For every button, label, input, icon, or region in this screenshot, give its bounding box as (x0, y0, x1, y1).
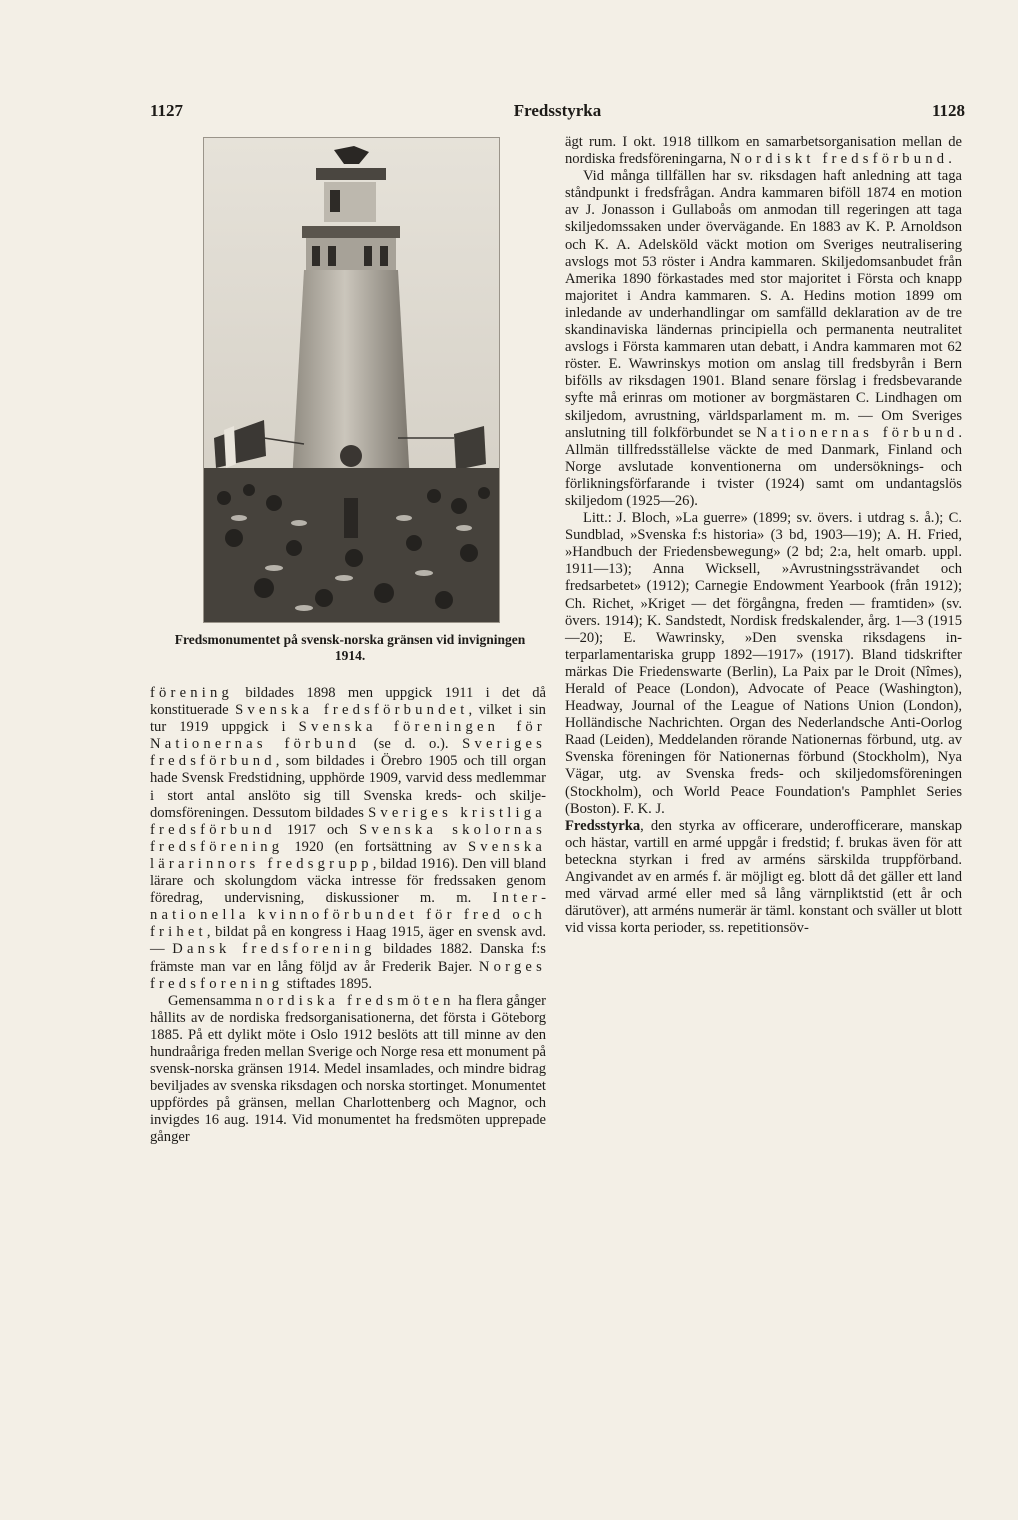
text-run: ha flera gånger hållits av de nordiska fredsorganisationerna, det första i Göteborg 1885. På ett dylikt möte i Oslo 1912 beslöts att till minne av den hundraåriga freden mellan Sverige och Norge resa ett monument på svensk-norska gränsen 1914. Medel insamlades, och mindre bidrag beviljades av svenska riksdagen och norska stortinget. Monumentet uppfördes på gränsen, mellan Charlottenberg och Magnor, och invigdes 16 aug. 1914. Vid monumentet ha fredsmöten upprepade gånger (150, 992, 547, 1146)
monument-photo (203, 137, 500, 623)
left-column (150, 685, 546, 1147)
text-run: (se d. o.). (360, 736, 463, 753)
text-run: , som bildades i Örebro 1905 och till organ hade Svensk Fredstidning, upphörde 1909, varvid dess medlemmar i stort antal anslöto sig till Svenska kreds- och skiljedomsföreningen. Dessutom bildades (150, 753, 546, 821)
spaced-term: Norges fredsforening (150, 958, 546, 992)
text-run: 1917 och (275, 821, 360, 838)
text-run: bildades 1882. Danska f:s främste man var en lång följd av år Frederik Bajer. (150, 941, 546, 975)
text-run: , den styrka av officerare, underofficerare, manskap och hästar, vartill en armé uppgår i fredstid; f. brukas även för att beteckna styrkan i fred av arméns särskilda truppförband. Angivandet av en armés f. är möjligt eg. blott då det gäller ett land med värvad armé eller med så lång värnpliktstid (ett år och därutöver), att arméns numerär är täml. konstant och sväller ut blott vid vissa korta perioder, ss. repetitionsöv- (565, 817, 962, 937)
text-run: stiftades 1895. (283, 975, 372, 992)
spaced-term: nordiska fredsmöten (255, 992, 455, 1009)
page-number-left: 1127 (150, 101, 184, 120)
text-run: Vid många tillfällen har sv. riksdagen haft anledning att taga ståndpunkt i fredsfrågan. Andra kammaren biföll 1874 en motion av J. Jonasson i Gullaboås om anmodan till regeringen att taga skiljedomssaken under övervägande. En 1883 av K. P. Arnoldson och K. A. Adelsköld väckt motion om Sveriges neutralisering avslogs mot 53 röster i Andra kammaren. Skiljedomsanbudet från Amerika 1890 förkastades med stor majoritet i Första och knapp majoritet i Andra kammaren. S. A. Hedins motion 1899 om inledande av underhandlingar om samfälld deklaration av de tre skandinaviska ländernas principiella och permanenta neutralitet avslogs i Första kammaren utan debatt, i Andra kammaren mot 62 röster. E. Wawrinskys motion om anslag till fredsbyrån i Bern bifölls av riksdagen 1901. Bland senare förslag i fredsbevarande syfte må erinras om motioner av borgmästaren C. Lindhagen om skiljedom, avrustning, världsparlament m. m. — Om Sveriges anslutning till folkförbundet se (565, 168, 962, 441)
spaced-term: förening (150, 685, 234, 701)
spaced-term: Svenska lärarinnors fredsgrupp (150, 838, 546, 872)
text-run: Gemensamma (168, 992, 256, 1009)
text-run: , vilket i sin tur 1919 uppgick i (150, 702, 546, 736)
paragraph (565, 818, 962, 938)
paragraph (150, 993, 546, 1147)
running-header (150, 101, 965, 123)
text-run: ägt rum. I okt. 1918 tillkom en samarbetsorganisation mellan de nordiska fredsföreningarna, (565, 134, 962, 168)
spaced-term: Dansk fredsforening (172, 941, 376, 958)
header-title: Fredsstyrka (513, 101, 602, 120)
spaced-term: Svenska fredsförbundet (235, 702, 469, 719)
page-number-right: 1128 (931, 101, 965, 120)
paragraph (565, 168, 962, 510)
photo-caption: Fredsmonumentet på svensk-norska gränsen vid invigningen 1914. (174, 632, 526, 663)
text-run: , bildat på en kongress i Haag 1915, äger en svensk avd. — (150, 924, 546, 958)
spaced-term: Svenska föreningen för Nationernas förbund (150, 719, 546, 753)
text-run: . (948, 151, 952, 168)
paragraph (150, 685, 546, 993)
spaced-term: Nationernas förbund (756, 424, 959, 441)
literature-paragraph: Litt.: J. Bloch, »La guerre» (1899; sv. övers. i utdrag s. å.); C. Sundblad, »Svenska f:s historia» (3 bd, 1903—19); A. H. Fried, »Handbuch der Friedensbewegung» (2 bd; 2:a, helt omarb. uppl. 1911—13); Anna Wicksell, »Avrustningssträvandet och fredsarbetet» (1912); Carnegie Endowment Yearbook (från 1912); Ch. Richet, »Kriget — det förgångna, freden — framtiden» (sv. övers. 1914); K. Sandstedt, Nordisk fredskalender, årg. 1—3 (1915—20); E. Wawrinsky, »Den svenska riksdagens interparlamentariska grupp 1892—1917» (1917). Bland tidskrifter märkas Die Friedenswarte (Berlin), La Paix par le Droit (Nîmes), Herald of Peace (London), Advocate of Peace (Washington), Headway, Journal of the League of Nations Union (London), Holländische Nachrichten. Organ des Nederlandsche Anti-Oorlog Raad (Leiden), Meddelanden rörande Nationernas förbund, utg. av Svenska föreningen för Nationernas förbund (Stockholm), Nya Vägar, utg. av Svenska freds- och skiljedomsföreningen (Stockholm), och World Peace Foundation's Pamphlet Series (Boston). F. K. J. (565, 510, 962, 817)
text-run: bildades 1898 men uppgick 1911 i det då konstituerade (150, 685, 546, 719)
text-run: . Allmän tillfredsställelse väckte de med Danmark, Finland och Norge avslutade konventionerna om undersöknings- och förlikningsförfarande i tvister (1924) samt om undantagslös skiljedom (1925—26). (565, 424, 962, 509)
spaced-term: Internationella kvinnoförbundet för fred och frihet (150, 890, 546, 941)
spaced-term: Sveriges kristliga fredsförbund (150, 804, 546, 838)
spaced-term: Svenska skolornas fredsförening (150, 821, 546, 855)
text-run: 1920 (en fortsättning av (283, 838, 468, 855)
entry-headword: Fredsstyrka (565, 817, 641, 834)
spaced-term: Nordiskt fredsförbund (729, 151, 949, 168)
paragraph (565, 134, 962, 168)
right-column (565, 134, 962, 937)
spaced-term: Sveriges fredsförbund (150, 736, 546, 770)
text-run: , bildad 1916). Den vill bland lärare och skolungdom väcka intresse för fredssaken genom föredrag, undervisning, diskussioner m. m. (150, 855, 547, 907)
